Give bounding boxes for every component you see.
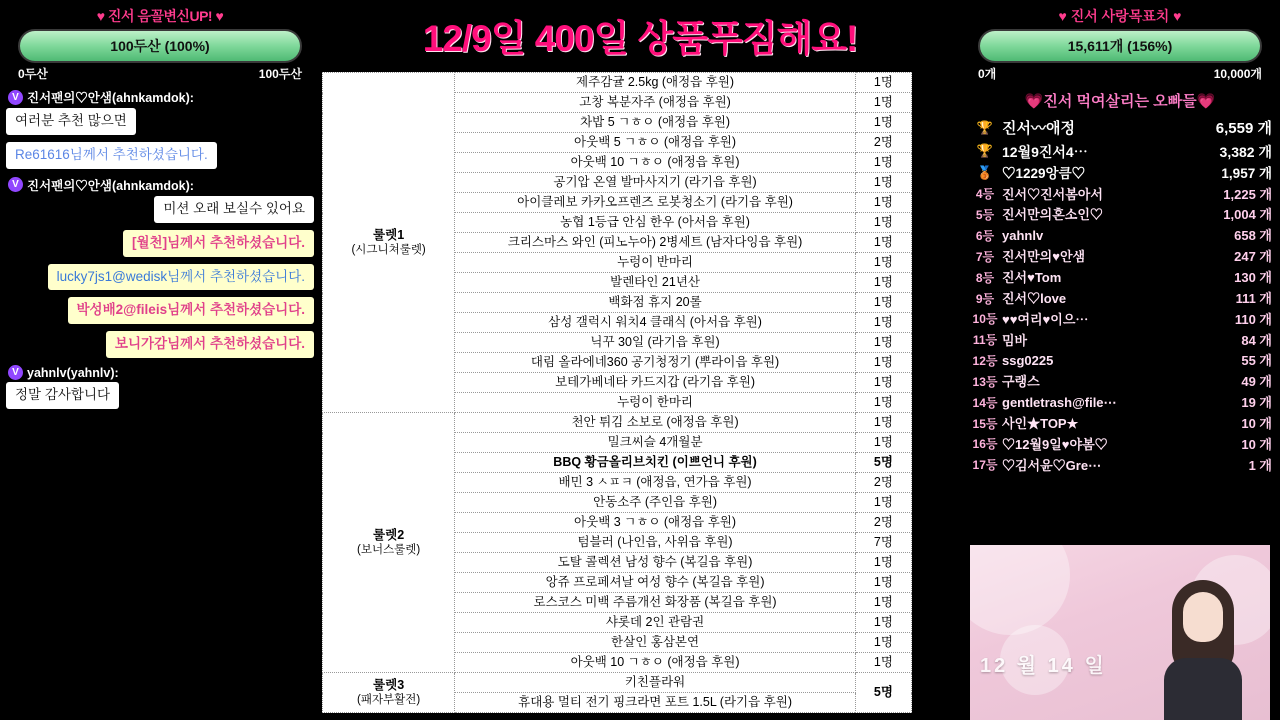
roulette-category-cell: 룰렛1 (시그니쳐룰렛) <box>323 73 455 413</box>
prize-item-cell: 키친플라워 <box>455 673 856 693</box>
ranking-row <box>968 289 1272 310</box>
prize-item-cell: 텀블러 (나인읍, 사위읍 후원) <box>455 533 856 553</box>
prize-item-cell: 로스코스 미백 주름개선 화장품 (복길읍 후원) <box>455 593 856 613</box>
chat-message <box>6 88 314 135</box>
ranking-value: 6,559 개 <box>1215 120 1272 137</box>
right-progress-label: 15,611개 (156%) <box>1067 38 1173 54</box>
ranking-username: 진서♥Tom <box>1002 269 1062 285</box>
prize-qty-cell: 1명 <box>855 493 911 513</box>
prize-qty-cell: 1명 <box>855 313 911 333</box>
ranking-value: 658 개 <box>1234 228 1272 244</box>
prize-qty-cell: 2명 <box>855 473 911 493</box>
roulette-category-cell: 룰렛2 (보너스룰렛) <box>323 413 455 673</box>
prize-item-cell: 휴대용 멀티 전기 핑크라면 포트 1.5L (라기읍 후원) <box>455 693 856 713</box>
right-progress-min: 0개 <box>978 67 997 81</box>
prize-qty-cell: 1명 <box>855 593 911 613</box>
prize-qty-cell: 1명 <box>855 393 911 413</box>
prize-item-cell: 차밥 5 ㄱㅎㅇ (애정읍 후원) <box>455 113 856 133</box>
prize-qty-cell: 1명 <box>855 73 911 93</box>
cam-bokeh-1 <box>970 545 1070 635</box>
prize-qty-cell: 1명 <box>855 413 911 433</box>
ranking-username: 12월9진서4⋯ <box>1002 143 1088 160</box>
ranking-row <box>968 310 1272 331</box>
prize-item-cell: 천안 튀김 소보로 (애정읍 후원) <box>455 413 856 433</box>
ranking-position: 11등 <box>972 333 998 348</box>
prize-qty-cell: 5명 <box>855 673 911 713</box>
chat-username[interactable]: V yahnlv(yahnlv): <box>6 365 314 380</box>
roulette-category-cell: 룰렛3 (패자부활전) <box>323 673 455 713</box>
prize-item-cell: 아웃백 10 ㄱㅎㅇ (애정읍 후원) <box>455 153 856 173</box>
ranking-row <box>968 414 1272 435</box>
ranking-value: 3,382 개 <box>1219 143 1272 160</box>
prize-qty-cell: 1명 <box>855 373 911 393</box>
prize-qty-cell: 1명 <box>855 233 911 253</box>
ranking-username: ♥♥여리♥이으⋯ <box>1002 311 1089 327</box>
ranking-list <box>960 117 1280 476</box>
ranking-row <box>968 185 1272 206</box>
chat-bubble: [월천]님께서 추천하셨습니다. <box>123 230 314 257</box>
ranking-position: 15등 <box>972 416 998 431</box>
ranking-position: 8등 <box>975 270 995 285</box>
prize-qty-cell: 1명 <box>855 113 911 133</box>
ranking-row <box>968 247 1272 268</box>
ranking-row <box>968 372 1272 393</box>
ranking-row <box>968 226 1272 247</box>
left-goal-title: ♥ 진서 음꼴변신UP! ♥ <box>96 8 224 24</box>
chat-bubble-wrap <box>6 382 314 409</box>
ranking-username: ♡김서윤♡Gre⋯ <box>1002 457 1102 473</box>
prize-table-wrap <box>322 72 912 713</box>
prize-qty-cell: 2명 <box>855 513 911 533</box>
prize-qty-cell: 1명 <box>855 213 911 233</box>
ranking-value: 111 개 <box>1235 290 1272 306</box>
ranking-position: 14등 <box>972 395 998 410</box>
webcam-feed[interactable] <box>970 545 1270 720</box>
ranking-position: 6등 <box>975 229 995 244</box>
ranking-row <box>968 456 1272 477</box>
chat-bubble-wrap <box>6 230 314 257</box>
chat-message <box>6 297 314 324</box>
chat-bubble-wrap <box>6 196 314 223</box>
ranking-value: 247 개 <box>1234 249 1272 265</box>
moderator-badge-icon: V <box>8 177 23 192</box>
prize-item-cell: 크리스마스 와인 (피노누아) 2병세트 (남자다잉읍 후원) <box>455 233 856 253</box>
ranking-username: 진서〰애정 <box>1002 120 1075 137</box>
prize-item-cell: 배민 3 ㅅㅍㅋ (애정읍, 연가읍 후원) <box>455 473 856 493</box>
prize-qty-cell: 1명 <box>855 573 911 593</box>
ranking-username: gentletrash@file⋯ <box>1002 395 1117 411</box>
ranking-username: 밈바 <box>1002 332 1028 348</box>
prize-qty-cell: 1명 <box>855 273 911 293</box>
prize-qty-cell: 1명 <box>855 633 911 653</box>
prize-qty-cell: 2명 <box>855 133 911 153</box>
ranking-username: 진서만의♥안샘 <box>1002 249 1086 265</box>
ranking-position: 12등 <box>972 354 998 369</box>
ranking-value: 1,004 개 <box>1223 207 1272 223</box>
table-row <box>323 73 912 93</box>
prize-item-cell: 보테가베네타 카드지갑 (라기읍 후원) <box>455 373 856 393</box>
chat-message <box>6 264 314 291</box>
prize-item-cell: 누렁이 한마리 <box>455 393 856 413</box>
ranking-value: 110 개 <box>1234 311 1272 327</box>
ranking-row <box>968 163 1272 185</box>
right-progress-bar <box>978 29 1262 63</box>
prize-item-cell: 샤롯데 2인 관람권 <box>455 613 856 633</box>
ranking-value: 130 개 <box>1234 269 1272 285</box>
ranking-username: yahnlv <box>1002 228 1044 244</box>
right-progress-max: 10,000개 <box>1213 67 1262 81</box>
streamer-figure <box>1164 570 1242 720</box>
prize-item-cell: 공기압 온열 발마사지기 (라기읍 후원) <box>455 173 856 193</box>
trophy-icon: 🥉 <box>976 165 994 181</box>
prize-item-cell: 백화점 휴지 20롤 <box>455 293 856 313</box>
ranking-username: 진서만의혼소인♡ <box>1002 207 1103 223</box>
moderator-badge-icon: V <box>8 365 23 380</box>
ranking-value: 1,225 개 <box>1223 186 1272 202</box>
chat-bubble: 박성배2@fileis님께서 추천하셨습니다. <box>68 297 314 324</box>
prize-qty-cell: 1명 <box>855 433 911 453</box>
ranking-position: 10등 <box>972 312 998 327</box>
prize-item-cell: 닉꾸 30일 (라기읍 후원) <box>455 333 856 353</box>
chat-message <box>6 365 314 409</box>
chat-message <box>6 142 314 169</box>
ranking-title: 💗진서 먹여살리는 오빠들💗 <box>1024 93 1216 110</box>
prize-item-cell: 한살인 홍삼본연 <box>455 633 856 653</box>
prize-qty-cell: 1명 <box>855 333 911 353</box>
ranking-value: 49 개 <box>1241 374 1272 390</box>
right-goal-title: ♥ 진서 사랑목표치 ♥ <box>1058 8 1182 24</box>
chat-panel[interactable] <box>0 88 320 720</box>
ranking-position: 5등 <box>975 208 995 223</box>
chat-username[interactable]: V 진서팬의♡안샘(ahnkamdok): <box>6 88 314 106</box>
ranking-position: 9등 <box>975 291 995 306</box>
ranking-username: 사인★TOP★ <box>1002 415 1079 431</box>
page-title: 12/9일 400일 상품푸짐해요! <box>422 18 858 59</box>
ranking-username: ♡12월9일♥야봄♡ <box>1002 436 1108 452</box>
ranking-position: 17등 <box>972 458 998 473</box>
ranking-row <box>968 141 1272 163</box>
ranking-row <box>968 351 1272 372</box>
chat-bubble: 보니가감님께서 추천하셨습니다. <box>106 331 314 358</box>
left-progress-scale <box>18 65 302 82</box>
prize-item-cell: BBQ 황금올리브치킨 (이쁘언니 후원) <box>455 453 856 473</box>
chat-bubble-wrap <box>6 142 314 169</box>
body-shape <box>1164 658 1242 720</box>
prize-item-cell: 아웃백 5 ㄱㅎㅇ (애정읍 후원) <box>455 133 856 153</box>
ranking-row <box>968 435 1272 456</box>
table-row <box>323 673 912 693</box>
chat-bubble: lucky7js1@wedisk님께서 추천하셨습니다. <box>48 264 314 291</box>
face-shape <box>1183 592 1223 642</box>
ranking-position: 13등 <box>972 374 998 389</box>
moderator-badge-icon: V <box>8 90 23 105</box>
ranking-row <box>968 268 1272 289</box>
trophy-icon: 🏆 <box>976 143 994 159</box>
prize-item-cell: 아웃백 10 ㄱㅎㅇ (애정읍 후원) <box>455 653 856 673</box>
ranking-value: 1,957 개 <box>1221 166 1272 182</box>
ranking-value: 10 개 <box>1241 415 1272 431</box>
ranking-row <box>968 393 1272 414</box>
prize-qty-cell: 1명 <box>855 553 911 573</box>
ranking-position: 16등 <box>972 437 998 452</box>
prize-qty-cell: 1명 <box>855 253 911 273</box>
prize-item-cell: 대림 올라에네360 공기청정기 (뿌라이읍 후원) <box>455 353 856 373</box>
chat-bubble-wrap <box>6 264 314 291</box>
trophy-icon: 🏆 <box>976 120 994 136</box>
chat-username[interactable]: V 진서팬의♡안샘(ahnkamdok): <box>6 176 314 194</box>
prize-qty-cell: 1명 <box>855 173 911 193</box>
ranking-value: 19 개 <box>1241 395 1272 411</box>
ranking-value: 1 개 <box>1248 457 1272 473</box>
prize-qty-cell: 1명 <box>855 93 911 113</box>
ranking-username: 구랭스 <box>1002 374 1040 390</box>
chat-bubble: 여러분 추천 많으면 <box>6 108 136 135</box>
chat-message <box>6 230 314 257</box>
prize-item-cell: 아이클레보 카카오프렌즈 로봇청소기 (라기읍 후원) <box>455 193 856 213</box>
prize-qty-cell: 1명 <box>855 153 911 173</box>
prize-qty-cell: 1명 <box>855 653 911 673</box>
prize-qty-cell: 5명 <box>855 453 911 473</box>
ranking-value: 10 개 <box>1241 436 1272 452</box>
prize-item-cell: 아웃백 3 ㄱㅎㅇ (애정읍 후원) <box>455 513 856 533</box>
chat-bubble-wrap <box>6 108 314 135</box>
prize-table <box>322 72 912 713</box>
ranking-username: ♡1229앙큼♡ <box>1002 166 1086 182</box>
ranking-username: ssg0225 <box>1002 353 1054 369</box>
chat-bubble: 정말 감사합니다 <box>6 382 119 409</box>
prize-item-cell: 제주감귤 2.5kg (애정읍 후원) <box>455 73 856 93</box>
prize-item-cell: 농협 1등급 안심 한우 (아서읍 후원) <box>455 213 856 233</box>
left-panel <box>0 0 320 720</box>
ranking-position: 7등 <box>975 249 995 264</box>
chat-bubble-wrap <box>6 331 314 358</box>
right-panel <box>960 0 1280 720</box>
left-progress-max: 100두산 <box>258 67 302 81</box>
chat-bubble: Re61616님께서 추천하셨습니다. <box>6 142 217 169</box>
left-progress-min: 0두산 <box>18 67 48 81</box>
prize-qty-cell: 1명 <box>855 293 911 313</box>
chat-message <box>6 176 314 223</box>
prize-item-cell: 앙쥬 프로페셔날 여성 향수 (복길읍 후원) <box>455 573 856 593</box>
prize-item-cell: 누렁이 반마리 <box>455 253 856 273</box>
prize-item-cell: 도탈 콜렉션 남성 향수 (복길읍 후원) <box>455 553 856 573</box>
prize-item-cell: 안동소주 (주인읍 후원) <box>455 493 856 513</box>
prize-item-cell: 발렌타인 21년산 <box>455 273 856 293</box>
ranking-row <box>968 205 1272 226</box>
ranking-row <box>968 331 1272 352</box>
chat-message <box>6 331 314 358</box>
prize-item-cell: 고창 복분자주 (애정읍 후원) <box>455 93 856 113</box>
chat-bubble-wrap <box>6 297 314 324</box>
ranking-value: 84 개 <box>1241 332 1272 348</box>
prize-item-cell: 밀크씨슬 4개월분 <box>455 433 856 453</box>
right-progress-scale <box>978 65 1262 82</box>
ranking-row <box>968 117 1272 141</box>
prize-qty-cell: 1명 <box>855 353 911 373</box>
prize-qty-cell: 1명 <box>855 193 911 213</box>
ranking-position: 4등 <box>975 187 995 202</box>
prize-qty-cell: 7명 <box>855 533 911 553</box>
ranking-username: 진서♡love <box>1002 290 1067 306</box>
ranking-value: 55 개 <box>1241 353 1272 369</box>
prize-item-cell: 삼성 갤럭시 워치4 클래식 (아서읍 후원) <box>455 313 856 333</box>
ranking-username: 진서♡진서봄아서 <box>1002 186 1103 202</box>
chat-bubble: 미션 오래 보실수 있어요 <box>154 196 314 223</box>
cam-datestamp: 12 월 14 일 <box>980 655 1107 677</box>
left-progress-label: 100두산 (100%) <box>110 38 210 54</box>
prize-qty-cell: 1명 <box>855 613 911 633</box>
table-row <box>323 413 912 433</box>
